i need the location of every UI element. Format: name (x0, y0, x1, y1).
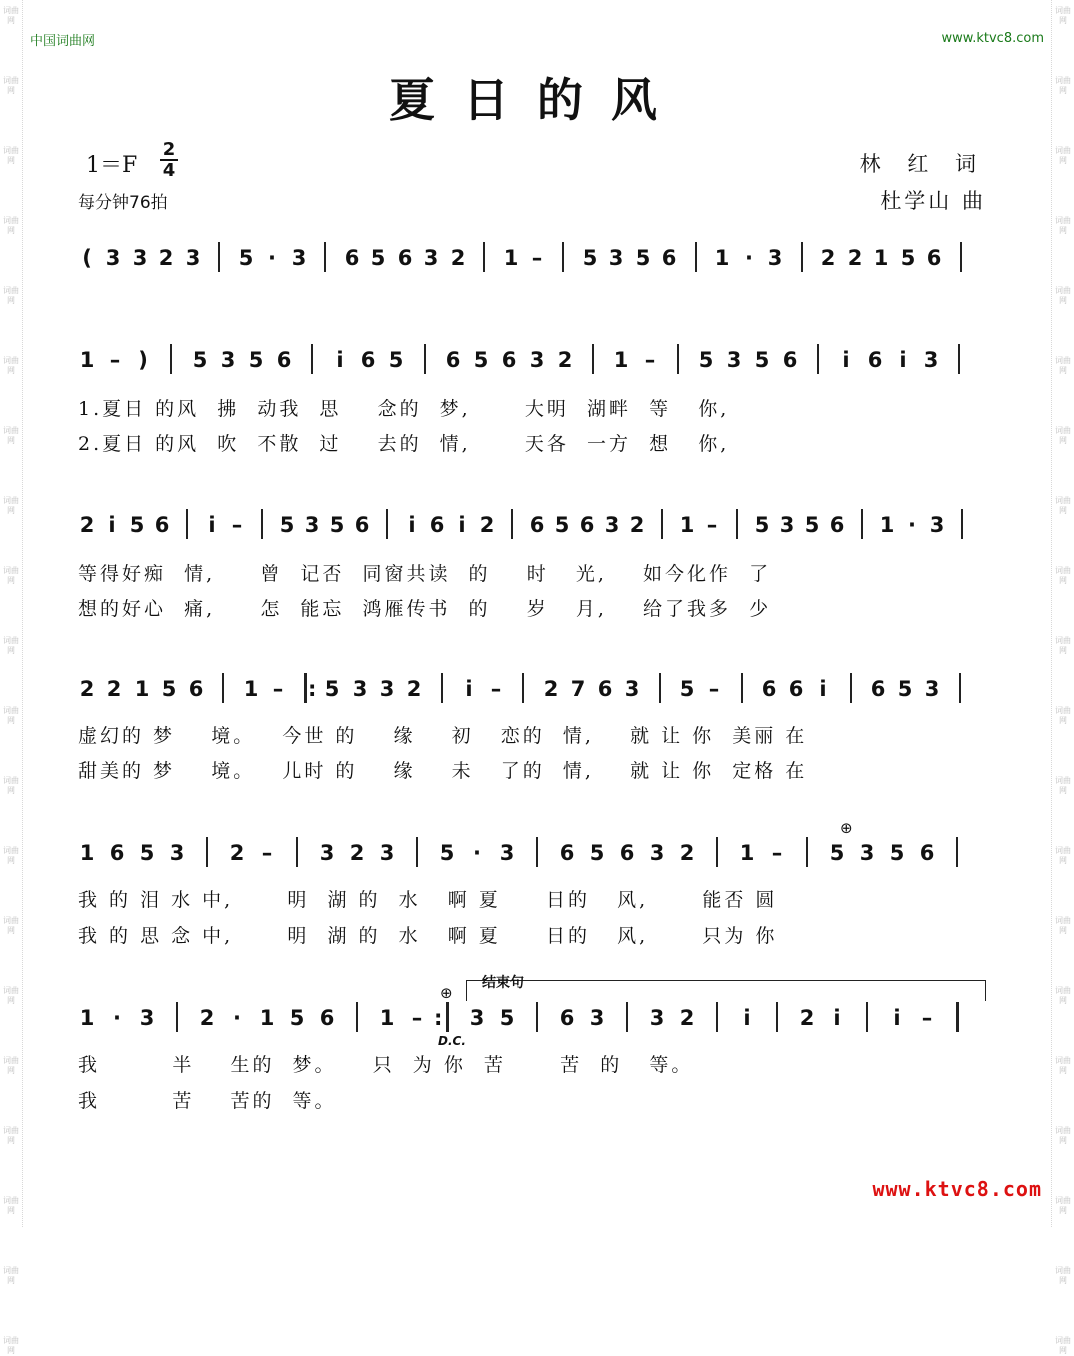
note: 6 (919, 841, 935, 865)
barline (261, 509, 263, 539)
note: 6 (354, 513, 370, 537)
note: 5 (370, 246, 386, 270)
notation (78, 1000, 990, 1036)
barline (817, 344, 819, 374)
note: i (893, 1006, 901, 1030)
watermark-text: 词曲网 (3, 776, 19, 795)
note: 6 (109, 841, 125, 865)
barline (186, 509, 188, 539)
note: 2 (679, 1006, 695, 1030)
barline (511, 509, 513, 539)
note: 5 (192, 348, 208, 372)
note: 6 (188, 677, 204, 701)
score-line-1 (78, 240, 990, 300)
note: 6 (445, 348, 461, 372)
barline (304, 673, 307, 703)
note: 3 (185, 246, 201, 270)
site-name[interactable]: 中国词曲网 (30, 34, 96, 49)
note: – (706, 513, 718, 537)
barline (483, 242, 485, 272)
note: 5 (439, 841, 455, 865)
note: 5 (473, 348, 489, 372)
notation (78, 835, 990, 871)
note: · (908, 513, 916, 537)
note: 1 (613, 348, 629, 372)
barline (206, 837, 208, 867)
meter-bottom: 4 (162, 160, 176, 181)
watermark-text: 词曲网 (1055, 986, 1071, 1005)
ending-bracket (466, 980, 986, 1001)
note: i (108, 513, 116, 537)
note: 1 (879, 513, 895, 537)
note: i (208, 513, 216, 537)
note: 3 (319, 841, 335, 865)
watermark-text: 词曲网 (1055, 356, 1071, 375)
note: 6 (661, 246, 677, 270)
watermark-text: 词曲网 (1055, 6, 1071, 25)
note: 3 (352, 677, 368, 701)
watermark-text: 词曲网 (1055, 776, 1071, 795)
lyric-verse-2: 甜美的 梦 境。 儿时 的 缘 未 了的 情, 就 让 你 定格 在 (78, 760, 808, 782)
watermark-text: 词曲网 (1055, 916, 1071, 935)
barline (776, 1002, 778, 1032)
note: 6 (319, 1006, 335, 1030)
note: 5 (248, 348, 264, 372)
lyricist: 林 红 词 (859, 152, 986, 176)
barline (592, 344, 594, 374)
watermark-text: 词曲网 (3, 1266, 19, 1285)
note: 6 (397, 246, 413, 270)
note: 6 (529, 513, 545, 537)
watermark-text: 词曲网 (3, 1126, 19, 1145)
barline (441, 673, 443, 703)
barline (324, 242, 326, 272)
note: – (771, 841, 783, 865)
note: 1 (714, 246, 730, 270)
note: 6 (926, 246, 942, 270)
barline (956, 1002, 959, 1032)
note: 5 (900, 246, 916, 270)
song-title: 夏日的风 (389, 73, 685, 127)
time-signature (160, 140, 178, 180)
note: 5 (499, 1006, 515, 1030)
note: 3 (924, 677, 940, 701)
note: 1 (503, 246, 519, 270)
watermark-text: 词曲网 (3, 1056, 19, 1075)
note: 5 (897, 677, 913, 701)
note: 5 (698, 348, 714, 372)
note: i (833, 1006, 841, 1030)
watermark-text: 词曲网 (1055, 706, 1071, 725)
note: 2 (158, 246, 174, 270)
note: 5 (754, 513, 770, 537)
watermark-text: 词曲网 (1055, 1126, 1071, 1145)
note: 6 (619, 841, 635, 865)
note: 5 (804, 513, 820, 537)
note: i (743, 1006, 751, 1030)
watermark-text: 词曲网 (3, 286, 19, 305)
barline (741, 673, 743, 703)
note: 6 (344, 246, 360, 270)
note: 6 (597, 677, 613, 701)
barline (522, 673, 524, 703)
watermark-text: 词曲网 (1055, 286, 1071, 305)
barline (536, 837, 538, 867)
note: i (465, 677, 473, 701)
note: – (531, 246, 543, 270)
repeat-sign: : (308, 677, 317, 701)
repeat-sign: : (434, 1006, 443, 1030)
watermark-text: 词曲网 (1055, 76, 1071, 95)
watermark-text: 词曲网 (3, 146, 19, 165)
note: 3 (624, 677, 640, 701)
barline (356, 1002, 358, 1032)
note: 2 (679, 841, 695, 865)
note: 6 (429, 513, 445, 537)
note: i (842, 348, 850, 372)
barline (446, 1002, 449, 1032)
note: 5 (388, 348, 404, 372)
watermark-text: 词曲网 (3, 706, 19, 725)
notation (78, 507, 990, 543)
note: 7 (570, 677, 586, 701)
barline (222, 673, 224, 703)
barline (716, 1002, 718, 1032)
barline (959, 673, 961, 703)
note: i (408, 513, 416, 537)
note: 5 (679, 677, 695, 701)
barline (956, 837, 958, 867)
barline (176, 1002, 178, 1032)
lyric-verse-2: 2.夏日 的风 吹 不散 过 去的 情, 天各 一方 想 你, (78, 433, 730, 455)
watermark-text: 词曲网 (3, 216, 19, 235)
note: 5 (289, 1006, 305, 1030)
note: – (272, 677, 284, 701)
lyric-verse-1: 我 半 生的 梦。 只 为 你 苦 苦 的 等。 (78, 1054, 694, 1076)
note: 2 (450, 246, 466, 270)
watermark-text: 词曲网 (3, 986, 19, 1005)
note: 3 (923, 348, 939, 372)
barline (961, 509, 963, 539)
note: 1 (79, 841, 95, 865)
tempo: 每分钟76拍 (78, 193, 168, 213)
note: i (458, 513, 466, 537)
note: 5 (161, 677, 177, 701)
note: 5 (324, 677, 340, 701)
note: 5 (129, 513, 145, 537)
note: 3 (105, 246, 121, 270)
note: 3 (139, 1006, 155, 1030)
note: – (644, 348, 656, 372)
note: 2 (820, 246, 836, 270)
score-line-3 (78, 507, 990, 627)
barline (416, 837, 418, 867)
note: 3 (169, 841, 185, 865)
barline (170, 344, 172, 374)
watermark-text: 词曲网 (1055, 566, 1071, 585)
lyric-verse-2: 想的好心 痛, 怎 能忘 鸿雁传书 的 岁 月, 给了我多 少 (78, 598, 772, 620)
note: 2 (847, 246, 863, 270)
note: 1 (873, 246, 889, 270)
note: 2 (479, 513, 495, 537)
note: 2 (79, 513, 95, 537)
note: · (268, 246, 276, 270)
lyric-verse-1: 1.夏日 的风 拂 动我 思 念的 梦, 大明 湖畔 等 你, (78, 398, 730, 420)
note: 3 (304, 513, 320, 537)
note: 2 (406, 677, 422, 701)
note: 2 (799, 1006, 815, 1030)
note: ( (82, 246, 92, 270)
barline (736, 509, 738, 539)
note: 1 (79, 348, 95, 372)
barline (536, 1002, 538, 1032)
note: 1 (259, 1006, 275, 1030)
note: 5 (279, 513, 295, 537)
score-line-6 (78, 975, 990, 1120)
note: – (231, 513, 243, 537)
watermark-text: 词曲网 (3, 6, 19, 25)
coda-icon: ⊕ (440, 984, 453, 1002)
watermark-text: 词曲网 (3, 916, 19, 935)
note: 5 (829, 841, 845, 865)
watermark-text: 词曲网 (3, 1196, 19, 1215)
note: 6 (276, 348, 292, 372)
note: 5 (554, 513, 570, 537)
note: 3 (379, 677, 395, 701)
barline (866, 1002, 868, 1032)
barline (850, 673, 852, 703)
meter-top: 2 (162, 139, 176, 160)
note: 3 (379, 841, 395, 865)
watermark-text: 词曲网 (3, 566, 19, 585)
note: 6 (559, 1006, 575, 1030)
note: 2 (79, 677, 95, 701)
footer-url[interactable]: www.ktvc8.com (872, 1177, 1042, 1201)
note: 3 (469, 1006, 485, 1030)
barline (677, 344, 679, 374)
score-line-4 (78, 671, 990, 791)
note: 1 (243, 677, 259, 701)
note: – (708, 677, 720, 701)
watermark-text: 词曲网 (1055, 636, 1071, 655)
barline (960, 242, 962, 272)
notation (78, 342, 990, 378)
watermark-text: 词曲网 (1055, 1196, 1071, 1215)
lyric-verse-1: 我 的 泪 水 中, 明 湖 的 水 啊 夏 日的 风, 能否 圆 (78, 889, 778, 911)
barline (424, 344, 426, 374)
note: 5 (635, 246, 651, 270)
note: 3 (132, 246, 148, 270)
note: 6 (154, 513, 170, 537)
note: 3 (929, 513, 945, 537)
note: 6 (579, 513, 595, 537)
barline (386, 509, 388, 539)
barline (958, 344, 960, 374)
note: i (899, 348, 907, 372)
watermark-text: 词曲网 (3, 1336, 19, 1355)
note: 6 (782, 348, 798, 372)
note: 2 (629, 513, 645, 537)
note: 5 (238, 246, 254, 270)
note: 3 (767, 246, 783, 270)
watermark-text: 词曲网 (1055, 1056, 1071, 1075)
watermark-text: 词曲网 (1055, 1266, 1071, 1285)
note: 6 (559, 841, 575, 865)
note: · (473, 841, 481, 865)
key-signature: 1＝F (86, 153, 138, 178)
note: 3 (726, 348, 742, 372)
note: 6 (360, 348, 376, 372)
note: 3 (608, 246, 624, 270)
note: 1 (679, 513, 695, 537)
note: 5 (582, 246, 598, 270)
note: i (336, 348, 344, 372)
note: ) (138, 348, 148, 372)
lyric-verse-1: 等得好痴 情, 曾 记否 同窗共读 的 时 光, 如今化作 了 (78, 563, 772, 585)
note: 1 (134, 677, 150, 701)
note: 5 (754, 348, 770, 372)
barline (659, 673, 661, 703)
watermark-text: 词曲网 (1055, 216, 1071, 235)
barline (218, 242, 220, 272)
note: · (233, 1006, 241, 1030)
note: 3 (779, 513, 795, 537)
note: 6 (829, 513, 845, 537)
barline (861, 509, 863, 539)
watermark-text: 词曲网 (3, 846, 19, 865)
lyric-verse-2: 我 的 思 念 中, 明 湖 的 水 啊 夏 日的 风, 只为 你 (78, 925, 778, 947)
note: 5 (329, 513, 345, 537)
watermark-text: 词曲网 (1055, 846, 1071, 865)
note: 6 (867, 348, 883, 372)
note: 3 (649, 841, 665, 865)
barline (311, 344, 313, 374)
note: 2 (229, 841, 245, 865)
lyric-verse-1: 虚幻的 梦 境。 今世 的 缘 初 恋的 情, 就 让 你 美丽 在 (78, 725, 808, 747)
note: 2 (557, 348, 573, 372)
left-watermark-strip (0, 0, 23, 1355)
note: 6 (501, 348, 517, 372)
note: 6 (788, 677, 804, 701)
note: 2 (349, 841, 365, 865)
watermark-text: 词曲网 (1055, 1336, 1071, 1355)
watermark-text: 词曲网 (1055, 496, 1071, 515)
note: – (411, 1006, 423, 1030)
note: 5 (139, 841, 155, 865)
barline (716, 837, 718, 867)
note: 1 (79, 1006, 95, 1030)
note: 1 (739, 841, 755, 865)
lyric-verse-2: 我 苦 苦的 等。 (78, 1090, 337, 1112)
note: 3 (499, 841, 515, 865)
note: 2 (106, 677, 122, 701)
barline (695, 242, 697, 272)
watermark-text: 词曲网 (3, 426, 19, 445)
watermark-text: 词曲网 (3, 76, 19, 95)
note: · (745, 246, 753, 270)
barline (806, 837, 808, 867)
barline (626, 1002, 628, 1032)
note: 1 (379, 1006, 395, 1030)
note: – (490, 677, 502, 701)
da-capo: D.C. (438, 1034, 466, 1048)
barline (562, 242, 564, 272)
barline (296, 837, 298, 867)
note: 3 (291, 246, 307, 270)
note: 5 (589, 841, 605, 865)
watermark-text: 词曲网 (3, 636, 19, 655)
note: 2 (199, 1006, 215, 1030)
site-url[interactable]: www.ktvc8.com (941, 31, 1044, 46)
note: 3 (589, 1006, 605, 1030)
note: – (921, 1006, 933, 1030)
note: – (261, 841, 273, 865)
note: 6 (761, 677, 777, 701)
notation (78, 671, 990, 707)
ending-label: 结束句 (482, 975, 524, 991)
segno-icon: ⊕ (840, 819, 853, 837)
note: 2 (543, 677, 559, 701)
note: i (819, 677, 827, 701)
note: 6 (870, 677, 886, 701)
watermark-text: 词曲网 (3, 496, 19, 515)
score-line-2 (78, 342, 990, 462)
composer: 杜学山 曲 (880, 189, 986, 213)
note: · (113, 1006, 121, 1030)
note: 3 (859, 841, 875, 865)
notation (78, 240, 990, 276)
note: 3 (423, 246, 439, 270)
score-line-5 (78, 819, 990, 955)
watermark-text: 词曲网 (1055, 426, 1071, 445)
watermark-text: 词曲网 (3, 356, 19, 375)
note: 3 (529, 348, 545, 372)
watermark-text: 词曲网 (1055, 146, 1071, 165)
note: 3 (649, 1006, 665, 1030)
barline (661, 509, 663, 539)
note: 3 (604, 513, 620, 537)
note: 5 (889, 841, 905, 865)
right-watermark-strip (1051, 0, 1074, 1355)
note: – (109, 348, 121, 372)
note: 3 (220, 348, 236, 372)
barline (801, 242, 803, 272)
